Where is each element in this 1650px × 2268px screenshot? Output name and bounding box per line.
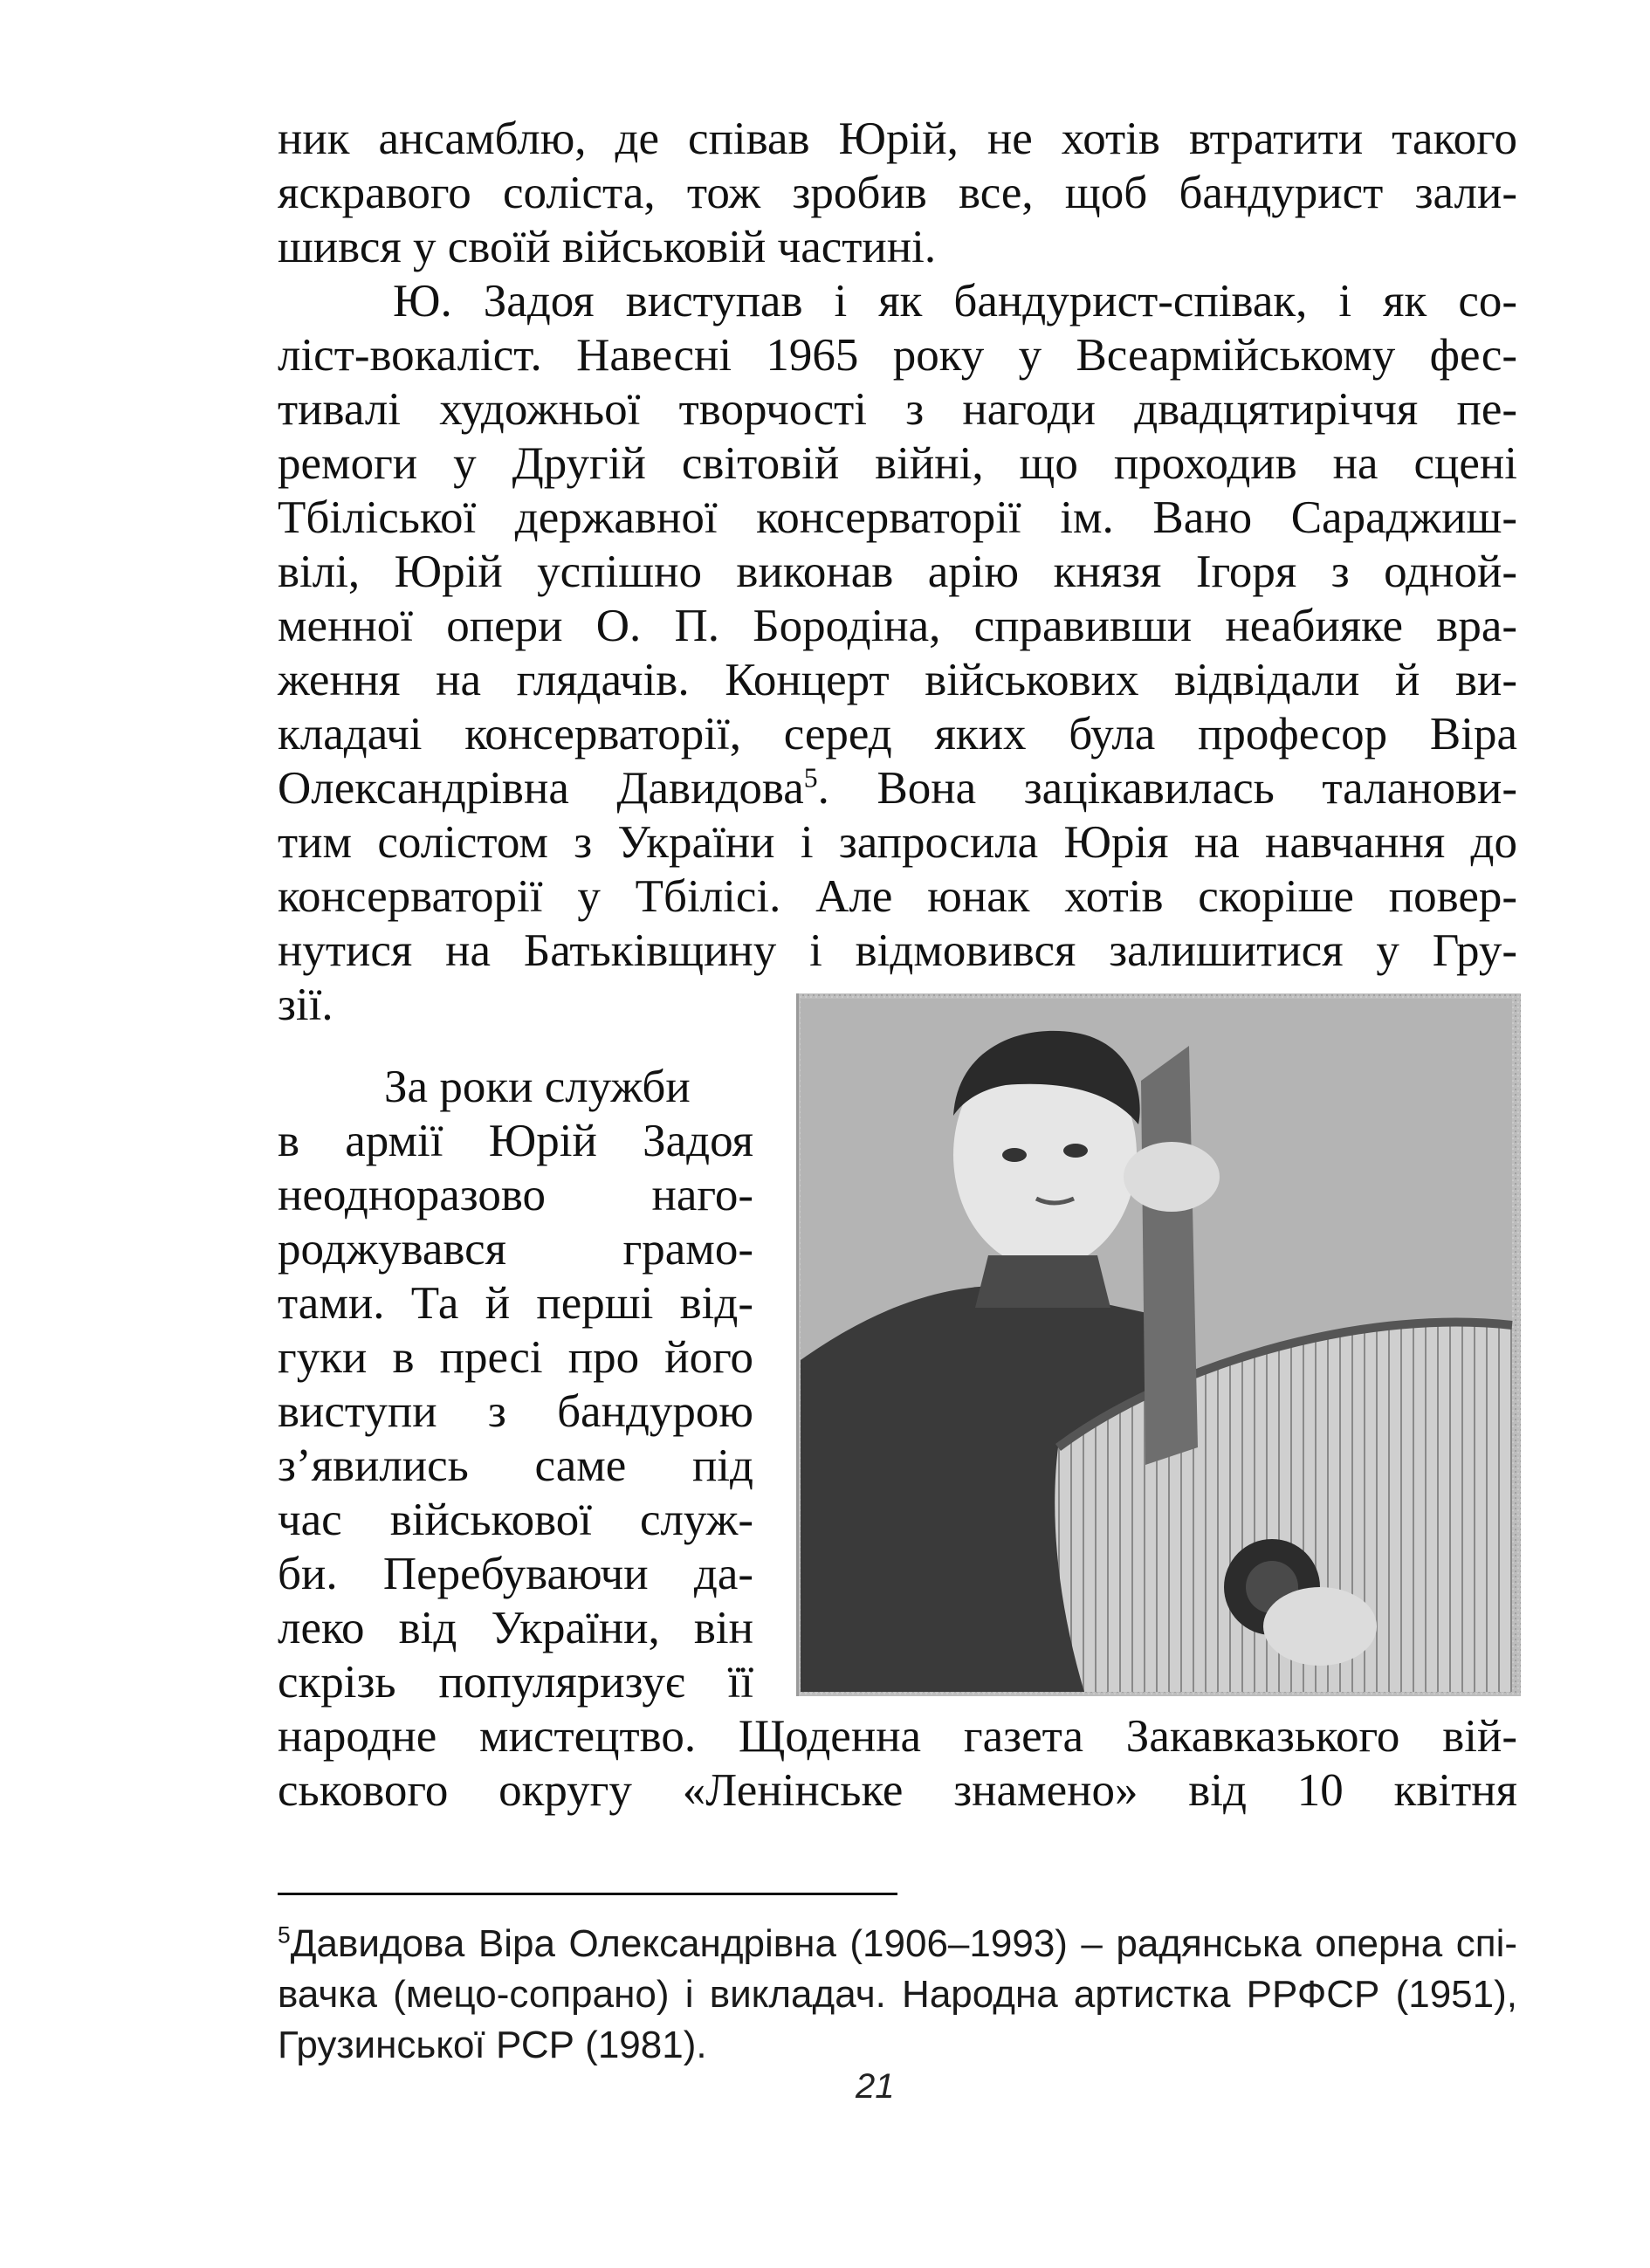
footnote-line: вачка (мецо-сопрано) і викладач. Народна артистка РРФСР (1951),: [278, 1973, 1517, 2016]
body-line: вілі, Юрій успішно виконав арію князя Ігоря з одной-: [278, 546, 1517, 597]
body-line: ськового округу «Ленінське знамено» від 10 квітня: [278, 1765, 1517, 1816]
footnote-line: [278, 1919, 1517, 1969]
body-line: менної опери О. П. Бородіна, справивши неабияке вра-: [278, 601, 1517, 651]
body-text-fragment: Олександрівна Давидова: [278, 763, 804, 814]
body-line: тами. Та й перші від-: [278, 1278, 753, 1329]
body-line: роджувався грамо-: [278, 1224, 753, 1275]
body-line: би. Перебуваючи да-: [278, 1549, 753, 1599]
body-line: тивалі художньої творчості з нагоди двадцятиріччя пе-: [278, 384, 1517, 435]
body-line: Тбіліської державної консерваторії ім. Вано Сараджиш-: [278, 492, 1517, 543]
body-line: гуки в пресі про його: [278, 1332, 753, 1383]
body-line: ження на глядачів. Концерт військових відвідали й ви-: [278, 655, 1517, 705]
body-line: шився у своїй військовій частині.: [278, 222, 937, 272]
footnote-marker: 5: [278, 1921, 291, 1948]
body-line: скрізь популяризує її: [278, 1657, 753, 1708]
body-line: нутися на Батьківщину і відмовився залишитися у Гру-: [278, 925, 1517, 976]
body-line: Ю. Задоя виступав і як бандурист-співак, і як со-: [393, 276, 1517, 326]
body-line: час військової служ-: [278, 1495, 753, 1545]
footnote-separator: [278, 1893, 897, 1895]
body-line: консерваторії у Тбілісі. Але юнак хотів скоріше повер-: [278, 871, 1517, 922]
footnote-reference[interactable]: 5: [803, 762, 818, 794]
body-line: зії.: [278, 979, 333, 1030]
footnote-text: Давидова Віра Олександрівна (1906–1993) – радянська оперна спі-: [290, 1922, 1517, 1965]
page-number: 21: [856, 2067, 895, 2106]
body-line: кладачі консерваторії, серед яких була професор Віра: [278, 709, 1517, 759]
body-line-with-footnote-ref: [278, 761, 1517, 815]
body-line: народне мистецтво. Щоденна газета Закавказького вій-: [278, 1711, 1517, 1762]
body-line: в армії Юрій Задоя: [278, 1116, 753, 1166]
body-line: ремоги у Другій світовій війні, що проходив на сцені: [278, 438, 1517, 489]
body-line: ник ансамблю, де співав Юрій, не хотів втратити такого: [278, 113, 1517, 164]
body-text-fragment: . Вона зацікавилась таланови-: [817, 763, 1518, 814]
body-line: з’явились саме під: [278, 1440, 753, 1491]
body-line: леко від України, він: [278, 1603, 753, 1653]
footnote-line: Грузинської РСР (1981).: [278, 2024, 707, 2066]
body-line: виступи з бандурою: [278, 1386, 753, 1437]
body-line: неодноразово наго-: [278, 1170, 753, 1220]
body-line: яскравого соліста, тож зробив все, щоб бандурист зали-: [278, 168, 1517, 218]
bandurist-photo: [796, 993, 1521, 1696]
body-line: тим солістом з України і запросила Юрія на навчання до: [278, 817, 1517, 868]
body-line: За роки служби: [384, 1062, 691, 1112]
body-line: ліст-вокаліст. Навесні 1965 року у Всеармійському фес-: [278, 330, 1517, 381]
